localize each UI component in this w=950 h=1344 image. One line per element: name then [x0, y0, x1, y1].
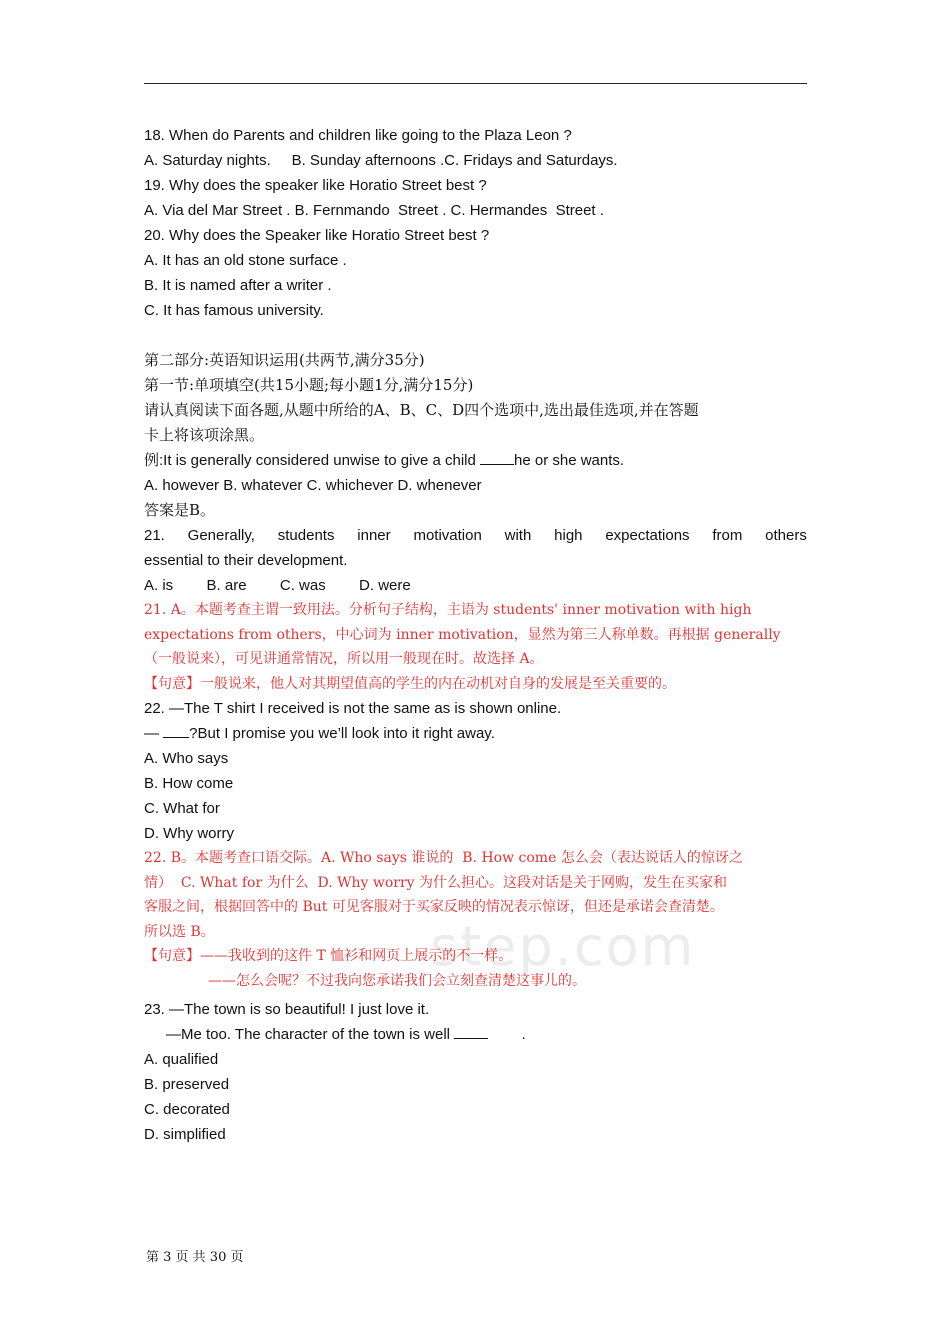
example-options: A. however B. whatever C. whichever D. whenever	[144, 477, 482, 494]
q21-word: from	[712, 527, 743, 544]
q23-option-b: B. preserved	[144, 1076, 230, 1093]
q21-line2: essential to their development.	[144, 552, 348, 569]
explanation-line: 【句意】——我收到的这件 T 恤衫和网页上展示的不一样。	[144, 948, 513, 964]
example-question	[144, 448, 807, 473]
q22-line1: 22. —The T shirt I received is not the same as is shown online.	[144, 700, 562, 717]
q18-question: 18. When do Parents and children like going to the Plaza Leon ?	[144, 127, 572, 144]
q21-explanation	[144, 598, 807, 696]
q20-question: 20. Why does the Speaker like Horatio Street best ?	[144, 227, 490, 244]
q22-dash: —	[144, 725, 164, 742]
q21-word: high	[554, 527, 583, 544]
q23-reply: —Me too. The character of the town is well	[166, 1026, 455, 1043]
q20-option-a: A. It has an old stone surface .	[144, 252, 347, 269]
example-answer: 答案是B。	[144, 501, 216, 519]
q23-line1: 23. —The town is so beautiful! I just love it.	[144, 1001, 430, 1018]
q21-options: A. is B. are C. was D. were	[144, 577, 411, 594]
q22-explanation	[144, 846, 807, 993]
q21-word: Generally,	[187, 527, 255, 544]
q23-option-a: A. qualified	[144, 1051, 219, 1068]
q21-word: with	[504, 527, 532, 544]
watermark: step.com	[430, 915, 696, 978]
q22-option-b: B. How come	[144, 775, 234, 792]
q23-line2	[144, 1022, 807, 1047]
page-footer: 第 3 页 共 30 页	[146, 1250, 244, 1265]
q23-option-c: C. decorated	[144, 1101, 230, 1118]
q19-question: 19. Why does the speaker like Horatio Street best ?	[144, 177, 487, 194]
answer-blank	[454, 1022, 488, 1039]
q18-options: A. Saturday nights. B. Sunday afternoons .C. Fridays and Saturdays.	[144, 152, 618, 169]
explanation-line: 客服之间，根据回答中的 But 可见客服对于买家反映的情况表示惊讶，但还是承诺会查清楚。	[144, 899, 724, 915]
header-rule	[144, 83, 807, 84]
q23-period: .	[488, 1026, 526, 1043]
instructions-line1: 请认真阅读下面各题,从题中所给的A、B、C、D四个选项中,选出最佳选项,并在答题	[144, 401, 699, 419]
q22-option-c: C. What for	[144, 800, 220, 817]
q21-word: 21.	[144, 527, 165, 544]
explanation-line: 21. A。本题考查主谓一致用法。分析句子结构，主语为 students' inner motivation with high	[144, 602, 752, 618]
q21-word: students	[277, 527, 335, 544]
answer-blank	[163, 721, 189, 738]
q22-option-a: A. Who says	[144, 750, 229, 767]
answer-blank	[480, 448, 514, 465]
explanation-line: 【句意】一般说来，他人对其期望值高的学生的内在动机对自身的发展是至关重要的。	[144, 675, 676, 692]
q19-options: A. Via del Mar Street . B. Fernmando Street . C. Hermandes Street .	[144, 202, 604, 219]
q21-word: inner	[357, 527, 391, 544]
example-post: he or she wants.	[514, 452, 625, 469]
explanation-line: ——怎么会呢？不过我向您承诺我们会立刻查清楚这事儿的。	[208, 972, 586, 989]
page-content	[144, 123, 807, 1147]
q22-line2	[144, 721, 807, 746]
q21-line1	[144, 523, 807, 548]
q21-word: others	[765, 527, 807, 544]
explanation-line: 情） C. What for 为什么 D. Why worry 为什么担心。这段对话是关于网购，发生在买家和	[144, 874, 728, 891]
section1-heading: 第一节:单项填空(共15小题;每小题1分,满分15分)	[144, 376, 474, 394]
instructions-line2: 卡上将该项涂黑。	[144, 426, 265, 444]
explanation-line: （一般说来），可见讲通常情况，所以用一般现在时。故选择 A。	[144, 651, 544, 667]
q20-option-c: C. It has famous university.	[144, 302, 324, 319]
part2-heading: 第二部分:英语知识运用(共两节,满分35分)	[144, 351, 425, 369]
q20-option-b: B. It is named after a writer .	[144, 277, 332, 294]
q22-option-d: D. Why worry	[144, 825, 234, 842]
q22-reply: ?But I promise you we’ll look into it right away.	[189, 725, 495, 742]
example-pre: 例:It is generally considered unwise to give a child	[144, 452, 481, 469]
q21-word: motivation	[413, 527, 482, 544]
explanation-line: 22. B。本题考查口语交际。A. Who says 谁说的 B. How come 怎么会（表达说话人的惊讶之	[144, 850, 743, 866]
explanation-line: expectations from others，中心词为 inner motivation，显然为第三人称单数。再根据 generally	[144, 626, 781, 643]
q21-word: expectations	[605, 527, 690, 544]
q23-option-d: D. simplified	[144, 1126, 226, 1143]
explanation-line: 所以选 B。	[144, 923, 215, 940]
